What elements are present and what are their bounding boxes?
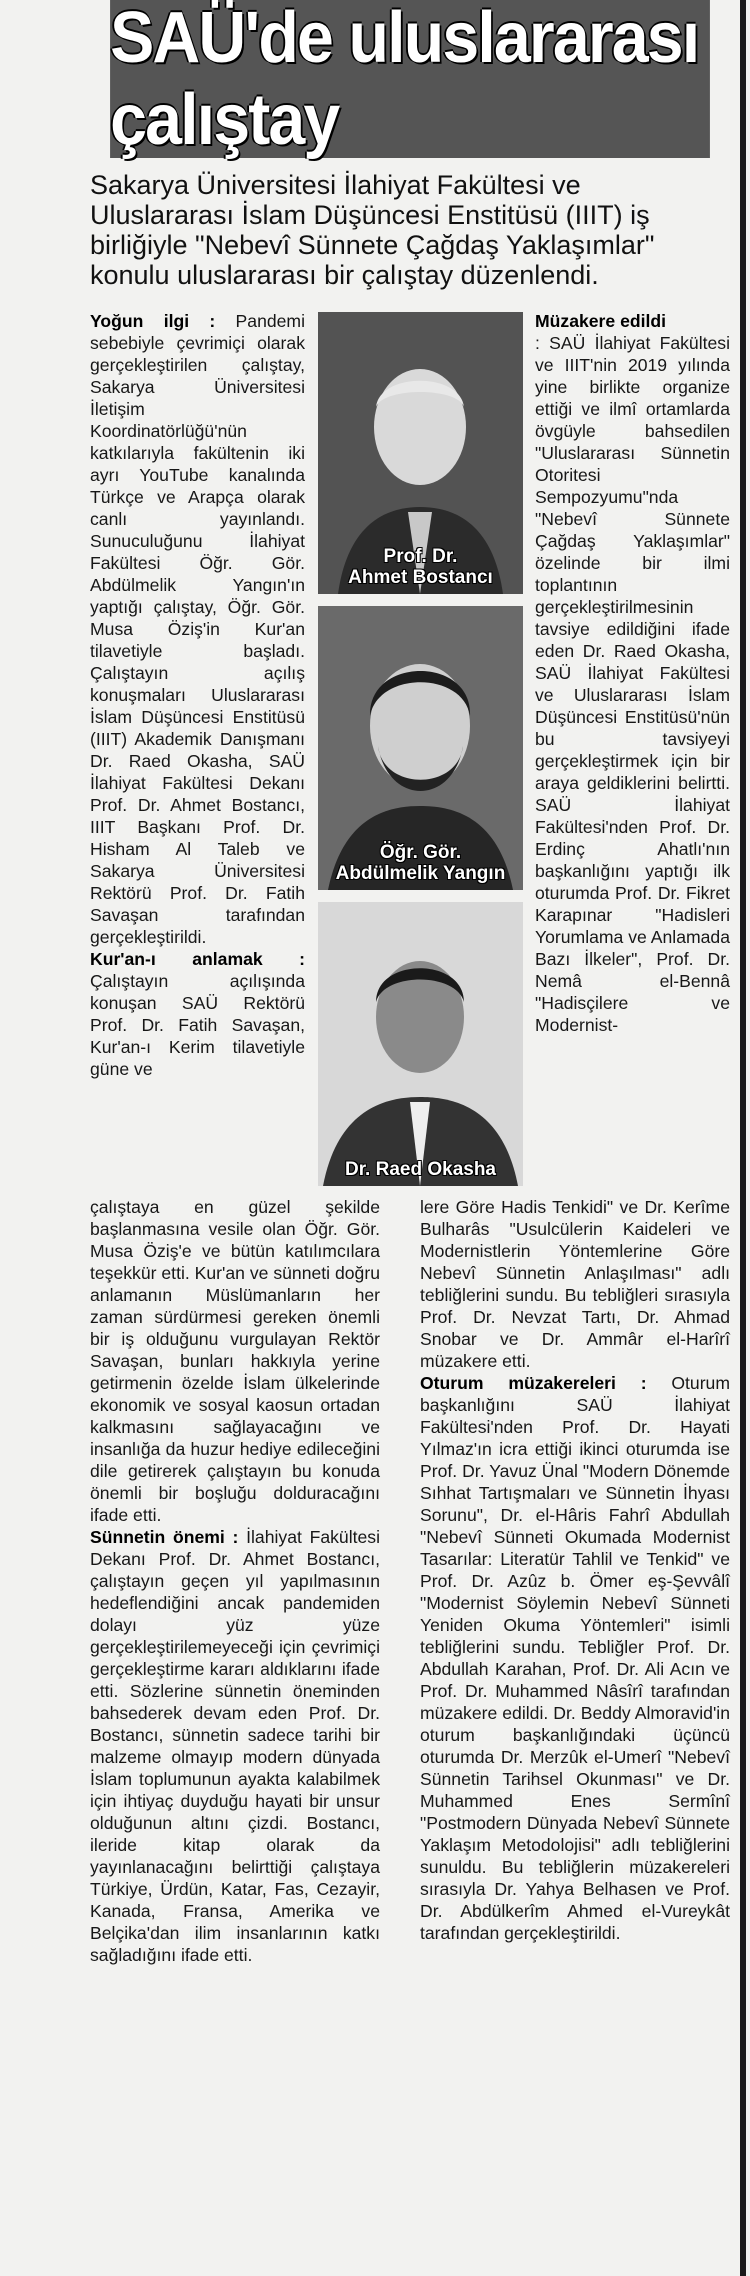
body-text: : SAÜ İlahiyat Fakültesi ve IIIT'nin 2019 yılında yine birlikte organize ettiği ve ilmî ortamlarda övgüyle bahsedilen "Uluslararası Sünnetin Otoritesi Sempozyumu"nda "Nebevî Sünnete Çağdaş Yaklaşımlar" özelinde bir ilmi toplantının gerçekleştirilmesinin tavsiye edildiğini ifade eden Dr. Raed Okasha, SAÜ İlahiyat Fakültesi ve Uluslararası İslam Düşüncesi Enstitüsü'nün bu tavsiyeyi gerçekleştirmek için bir araya geldiklerini belirtti. SAÜ İlahiyat Fakültesi'nden Prof. Dr. Erdinç Ahatlı'nın başkanlığını yaptığı ilk oturumda Prof. Dr. Fikret Karapınar "Hadisleri Yorumlama ve Anlamada Bazı İlkeler", Prof. Dr. Nemâ el-Bennâ "Hadisçilere ve Modernist- bbox=[535, 333, 730, 1035]
column-left-top bbox=[90, 310, 305, 1080]
page-edge-rule bbox=[740, 0, 746, 2276]
caption-name: Dr. Raed Okasha bbox=[344, 1159, 497, 1180]
section-muzakere-part2: lere Göre Hadis Tenkidi" ve Dr. Kerîme Bulharâs "Usulcülerin Kaideleri ve Modernistlerin Yöntemlerine Göre Nebevî Sünnetin Anlaşılması" adlı tebliğlerini sundu. Bu tebliğleri sırasıyla Prof. Dr. Nevzat Tartı, Dr. Ahmad Snobar ve Dr. Ammâr el-Harîrî müzakere etti. bbox=[420, 1197, 730, 1371]
body-text: Pandemi sebebiyle çevrimiçi olarak gerçekleştirilen çalıştay, Sakarya Üniversitesi İletişim Koordinatörlüğü'nün katkılarıyla fakültenin iki ayrı YouTube kanalında Türkçe ve Arapça olarak canlı yayınlandı. Sunuculuğunu İlahiyat Fakültesi Öğr. Gör. Abdülmelik Yangın'ın yaptığı çalıştay, Öğr. Gör. Musa Öziş'in Kur'an tilavetiyle başladı. Çalıştayın açılış konuşmaları Uluslararası İslam Düşüncesi Enstitüsü (IIIT) Akademik Danışmanı Dr. Raed Okasha, SAÜ İlahiyat Fakültesi Dekanı Prof. Dr. Ahmet Bostancı, IIIT Başkanı Prof. Dr. Hisham Al Taleb ve Sakarya Üniversitesi Rektörü Prof. Dr. Fatih Savaşan tarafından gerçekleştirildi. bbox=[90, 311, 305, 947]
photo-raed-okasha bbox=[318, 902, 523, 1186]
subheading-yogun-ilgi: Yoğun ilgi : bbox=[90, 311, 216, 331]
section-oturum bbox=[420, 1372, 730, 1944]
photo-abdulmelik-yangin bbox=[318, 606, 523, 890]
subheading-muzakere: Müzakere edildi bbox=[535, 311, 667, 331]
photo-caption bbox=[318, 546, 523, 588]
subheading-kuran: Kur'an-ı anlamak : bbox=[90, 949, 305, 969]
body-text: Oturum başkanlığını SAÜ İlahiyat Fakültesi'nden Prof. Dr. Hayati Yılmaz'ın icra ettiği ikinci oturumda ise Prof. Dr. Yavuz Ünal "Modern Dönemde Sıhhat Tartışmaları ve Sünnetin İhyası Sorunu", Dr. el-Hâris Fahrî Abdullah "Nebevî Sünneti Okumada Modernist Tasarılar: Literatür Tahlil ve Tenkid" ve Prof. Dr. Azûz b. Ömer eş-Şevvâlî "Modernist Söylemin Nebevî Sünneti Yeniden Okuma Yöntemleri" isimli tebliğlerini sundu. Tebliğler Prof. Dr. Abdullah Karahan, Prof. Dr. Ali Acın ve Prof. Dr. Muhammed Nâsîrî tarafından müzakere edildi. Dr. Beddy Almoravid'in oturum başkanlığındaki üçüncü oturumda Dr. Merzûk el-Umerî "Nebevî Sünnetin Tarihsel Okunması" ve Dr. Muhammed Enes Sermînî "Postmodern Dünyada Nebevî Sünnete Yaklaşım Metodolojisi" adlı tebliğlerini sunuldu. Bu tebliğlerin müzakereleri sırasıyla Dr. Yahya Belhasen ve Prof. Dr. Abdülkerîm Ahmed el-Vureykât tarafından gerçekleştirildi. bbox=[420, 1373, 730, 1943]
column-right-top bbox=[535, 310, 730, 1036]
caption-title: Prof. Dr. bbox=[383, 546, 458, 567]
section-sunnet bbox=[90, 1526, 380, 1966]
section-kuran-part1 bbox=[90, 948, 305, 1080]
portrait-image bbox=[318, 902, 523, 1186]
body-text: İlahiyat Fakültesi Dekanı Prof. Dr. Ahmet Bostancı, çalıştayın geçen yıl yapılmasının hedeflendiğini ancak pandemiden dolayı yüz yüze gerçekleştirilemeyeceği için çevrimiçi gerçekleştirme kararı aldıklarını ifade etti. Sözlerine sünnetin öneminden bahsederek devam eden Prof. Dr. Bostancı, sünnetin sadece tarihi bir malzeme olmayıp modern dünyada İslam toplumunun ayakta kalabilmek için ihtiyaç duyduğu hayati bir unsur olduğunun altını çizdi. Bostancı, ileride kitap olarak da yayınlanacağını belirttiği çalıştaya Türkiye, Ürdün, Katar, Fas, Cezayir, Kanada, Fransa, Amerika ve Belçika'dan ilim insanlarının katkı sağladığını ifade etti. bbox=[90, 1527, 380, 1965]
section-kuran-part2: çalıştaya en güzel şekilde başlanmasına vesile olan Öğr. Gör. Musa Öziş'e ve bütün katılımcılara teşekkür etti. Kur'an ve sünneti doğru anlamanın Müslümanların her zaman sürdürmesi gereken önemli bir iş olduğunu vurgulayan Rektör Savaşan, bunları hakkıyla yerine getirmenin özelde İslam ülkelerinde ekonomik ve sosyal kaosun ortadan kalkmasını sağlayacağını ve insanlığa da huzur hediye edileceğini dile getirerek çalıştayın bu konuda önemli bir boşluğu dolduracağını ifade etti. bbox=[90, 1197, 380, 1525]
lead-paragraph: Sakarya Üniversitesi İlahiyat Fakültesi ve Uluslararası İslam Düşüncesi Enstitüsü (IIIT) iş birliğiyle "Nebevî Sünnete Çağdaş Yaklaşımlar" konulu uluslararası bir çalıştay düzenlendi. bbox=[90, 170, 655, 290]
subheading-sunnet: Sünnetin önemi : bbox=[90, 1527, 239, 1547]
body-text: Çalıştayın açılışında konuşan SAÜ Rektörü Prof. Dr. Fatih Savaşan, Kur'an-ı Kerim tilavetiyle güne ve bbox=[90, 971, 305, 1079]
photo-caption bbox=[318, 842, 523, 884]
photo-ahmet-bostanci bbox=[318, 312, 523, 594]
headline: SAÜ'de uluslararası çalıştay bbox=[110, 0, 710, 158]
column-right-bottom bbox=[420, 1196, 730, 1944]
column-left-bottom bbox=[90, 1196, 380, 1966]
subheading-oturum: Oturum müzakereleri : bbox=[420, 1373, 647, 1393]
section-yogun-ilgi bbox=[90, 310, 305, 948]
caption-name: Abdülmelik Yangın bbox=[335, 863, 506, 884]
caption-name: Ahmet Bostancı bbox=[348, 567, 493, 588]
photo-caption bbox=[318, 1159, 523, 1180]
section-muzakere-part1 bbox=[535, 310, 730, 1036]
caption-title: Öğr. Gör. bbox=[379, 842, 462, 863]
